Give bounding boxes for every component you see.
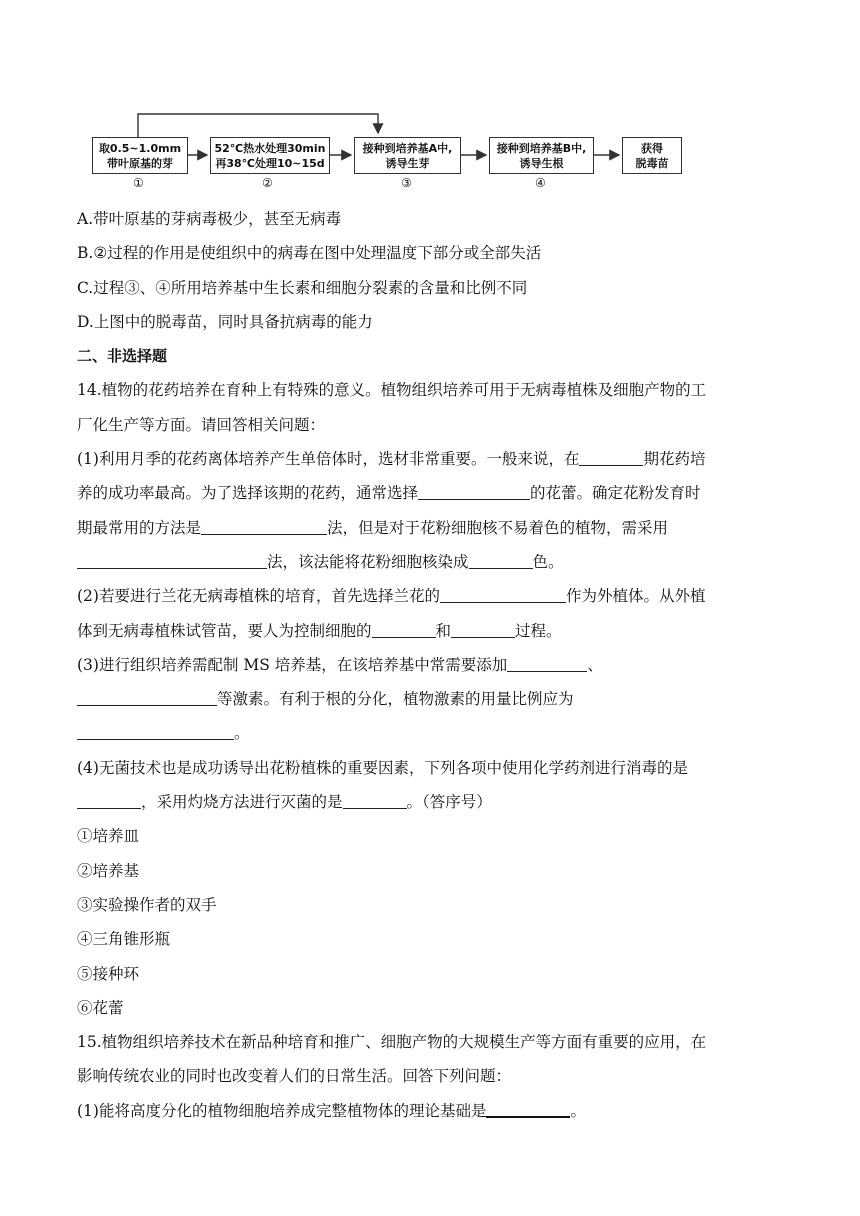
q14-p3-text-b: 、 (587, 655, 603, 674)
q14-p2-text-a: (2)若要进行兰花无病毒植株的培育，首先选择兰花的 (77, 587, 440, 606)
q14-item-2: ②培养基 (77, 861, 140, 880)
q14-part2-line-1 (77, 579, 789, 613)
flow-step-3-box (354, 137, 461, 174)
flow-step-4-box (489, 137, 594, 174)
answer-blank[interactable] (579, 449, 643, 466)
q14-part1-line-2 (77, 476, 789, 510)
answer-blank[interactable] (77, 689, 217, 706)
answer-blank[interactable] (343, 792, 407, 809)
answer-blank[interactable] (451, 621, 515, 638)
q14-p1-text-h: 色。 (532, 552, 564, 571)
q14-p1-text-g: 法，该法能将花粉细胞核染成 (267, 552, 469, 571)
flow-step-5-line1: 获得 (641, 142, 663, 155)
q15-part1-line-1 (77, 1094, 789, 1128)
flow-step-4-number: ④ (535, 176, 546, 190)
flow-step-3-line2: 诱导生芽 (385, 157, 430, 170)
q14-p3-text-a: (3)进行组织培养需配制 MS 培养基，在该培养基中常需要添加 (77, 655, 508, 674)
flow-step-2-box (210, 137, 330, 174)
flow-step-1-number: ① (133, 176, 144, 190)
q14-part3-line-3 (77, 716, 789, 750)
flow-step-4-line2: 诱导生根 (519, 157, 564, 170)
answer-blank[interactable] (440, 586, 566, 603)
q14-part4-line-1: (4)无菌技术也是成功诱导出花粉植株的重要因素，下列各项中使用化学药剂进行消毒的是 (77, 758, 688, 777)
q14-item-3: ③实验操作者的双手 (77, 895, 217, 914)
q15-intro-line-1: 15.植物组织培养技术在新品种培育和推广、细胞产物的大规模生产等方面有重要的应用，在 (77, 1033, 707, 1052)
process-flow-diagram (0, 0, 860, 200)
flow-step-2-number: ② (262, 176, 273, 190)
q14-part4-line-2 (77, 785, 789, 819)
flow-step-1-line1: 取0.5~1.0mm (98, 142, 182, 155)
q14-part1-line-1 (77, 442, 789, 476)
flow-step-4-line1: 接种到培养基B中, (496, 142, 587, 155)
q14-p2-text-e: 过程。 (515, 621, 562, 640)
q15-p1-text-b: 。 (570, 1101, 586, 1120)
answer-blank[interactable] (372, 621, 436, 638)
q14-part1-line-3 (77, 511, 789, 545)
answer-blank[interactable] (486, 1100, 570, 1118)
q14-item-6: ⑥花蕾 (77, 998, 124, 1017)
q14-part1-line-4 (77, 545, 789, 579)
q14-p1-text-f: 法，但是对于花粉细胞核不易着色的植物，需采用 (327, 518, 669, 537)
answer-blank[interactable] (418, 483, 530, 500)
answer-blank[interactable] (77, 723, 234, 740)
answer-blank[interactable] (469, 552, 533, 569)
q14-item-4: ④三角锥形瓶 (77, 930, 171, 949)
q14-p3-text-c: 等激素。有利于根的分化，植物激素的用量比例应为 (217, 690, 574, 709)
q14-p1-text-d: 的花蕾。确定花粉发育时 (530, 484, 701, 503)
flow-step-1-box (92, 137, 188, 174)
q14-p4-text-b: ，采用灼烧方法进行灭菌的是 (141, 793, 343, 812)
q14-p2-text-b: 作为外植体。从外植 (565, 587, 706, 606)
q14-p2-text-c: 体到无病毒植株试管苗，要人为控制细胞的 (77, 621, 372, 640)
flow-step-2-line1: 52℃热水处理30min (214, 142, 326, 155)
q14-part3-line-1 (77, 648, 789, 682)
option-d: D.上图中的脱毒苗，同时具备抗病毒的能力 (77, 312, 373, 331)
option-b: B.②过程的作用是使组织中的病毒在图中处理温度下部分或全部失活 (77, 244, 542, 263)
flow-step-1-line2: 带叶原基的芽 (107, 157, 173, 170)
flow-step-5-box (622, 137, 682, 174)
q14-item-5: ⑤接种环 (77, 964, 140, 983)
q14-intro-line-2: 厂化生产等方面。请回答相关问题： (77, 415, 326, 434)
q15-p1-text-a: (1)能将高度分化的植物细胞培养成完整植物体的理论基础是 (77, 1101, 487, 1120)
bypass-arrow (138, 114, 378, 137)
option-a: A.带叶原基的芽病毒极少，甚至无病毒 (77, 210, 342, 228)
q14-p4-text-c: 。（答序号） (406, 793, 492, 812)
q14-p3-text-d: 。 (234, 724, 250, 743)
q14-p2-text-d: 和 (435, 621, 452, 640)
question-text (77, 202, 789, 1128)
answer-blank[interactable] (77, 792, 141, 809)
answer-blank[interactable] (201, 518, 327, 535)
q14-part3-line-2 (77, 682, 789, 716)
section-title: 二、非选择题 (77, 347, 168, 366)
flow-step-3-number: ③ (401, 176, 412, 190)
flow-step-5-line2: 脱毒苗 (635, 157, 669, 170)
q14-p1-text-b: 期花药培 (643, 450, 706, 469)
answer-blank[interactable] (77, 552, 267, 569)
q14-intro-line-1: 14.植物的花药培养在育种上有特殊的意义。植物组织培养可用于无病毒植株及细胞产物的工 (77, 381, 707, 400)
flow-step-2-line2: 再38℃处理10~15d (215, 157, 325, 170)
answer-blank[interactable] (507, 655, 587, 672)
q14-p1-text-c: 养的成功率最高。为了选择该期的花药，通常选择 (77, 484, 419, 503)
q14-item-1: ①培养皿 (77, 827, 140, 846)
q15-intro-line-2: 影响传统农业的同时也改变着人们的日常生活。回答下列问题： (77, 1067, 512, 1086)
option-c: C.过程③、④所用培养基中生长素和细胞分裂素的含量和比例不同 (77, 278, 528, 297)
q14-p1-text-e: 期最常用的方法是 (77, 518, 202, 537)
q14-p1-text-a: (1)利用月季的花药离体培养产生单倍体时，选材非常重要。一般来说，在 (77, 450, 580, 469)
q14-part2-line-2 (77, 614, 789, 648)
flow-step-3-line1: 接种到培养基A中, (362, 142, 453, 155)
